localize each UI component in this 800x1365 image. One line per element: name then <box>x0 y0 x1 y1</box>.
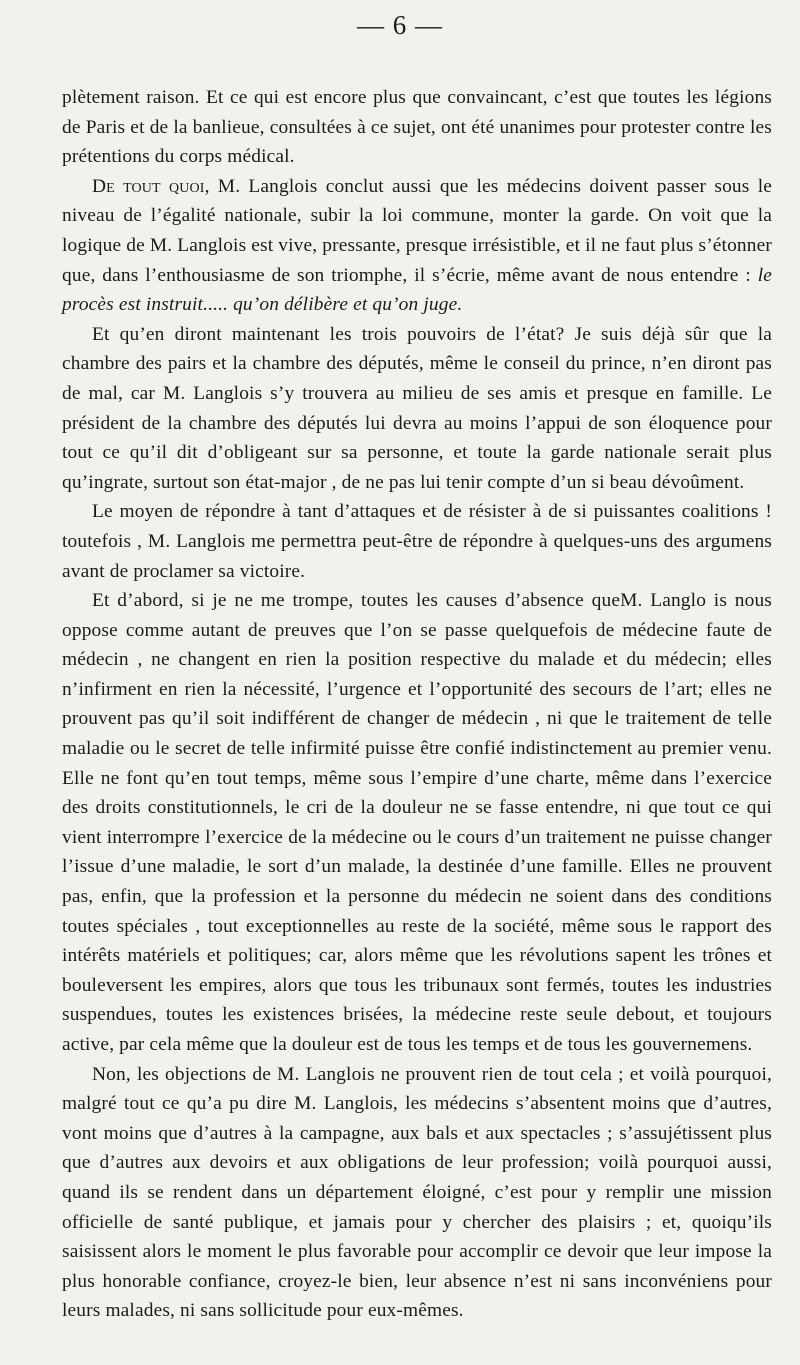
page-number: — 6 — <box>357 10 443 40</box>
paragraph-2 <box>62 172 772 320</box>
paragraph-1: plètement raison. Et ce qui est encore plus que convaincant, c’est que toutes les légions de Paris et de la banlieue, consultées à ce sujet, ont été unanimes pour protester contre les prétentions du corps médical. <box>62 87 772 168</box>
paragraph-6: Non, les objections de M. Langlois ne prouvent rien de tout cela ; et voilà pourquoi, malgré tout ce qu’a pu dire M. Langlois, les médecins s’absentent moins que d’autres, vont moins que d’autres à la campagne, aux bals et aux spectacles ; s’assujétissent plus que d’autres aux devoirs et aux obligations de leur profession; voilà pourquoi aussi, quand ils se rendent dans un département éloigné, c’est pour y remplir une mission officielle de santé publique, et jamais pour y chercher des plaisirs ; et, quoiqu’ils saisissent alors le moment le plus favorable pour accomplir ce devoir que leur impose la plus honorable confiance, croyez-le bien, leur absence n’est ni sans inconvéniens pour leurs malades, ni sans sollicitude pour eux-mêmes. <box>62 1063 772 1322</box>
paragraph-2-body: , M. Langlois conclut aussi que les médecins doivent passer sous le niveau de l’égalité nationale, subir la loi commune, monter la garde. On voit que la logique de M. Langlois est vive, pressante, presque irrésistible, et il ne faut plus s’étonner que, dans l’enthousiasme de son triomphe, il s’écrie, même avant de nous entendre : <box>62 175 772 286</box>
paragraph-2-lead: De tout quoi <box>92 175 205 197</box>
paragraph-5: Et d’abord, si je ne me trompe, toutes les causes d’absence queM. Langlo is nous oppose comme autant de preuves que l’on se passe quelquefois de médecine faute de médecin , ne changent en rien la position respective du malade et du médecin; elles n’infirment en rien la nécessité, l’urgence et l’opportunité des secours de l’art; elles ne prouvent pas qu’il soit indifférent de changer de médecin , ni que le traitement de telle maladie ou le secret de telle infirmité puisse être confié indistinctement au premier venu. Elle ne font qu’en tout temps, même sous l’empire d’une charte, même dans l’exercice des droits constitutionnels, le cri de la douleur ne se fasse entendre, ni que tout ce qui vient interrompre l’exercice de la médecine ou le cours d’un traitement ne puisse changer l’issue d’une maladie, le sort d’un malade, la destinée d’une famille. Elles ne prouvent pas, enfin, que la profession et la personne du médecin ne soient dans des conditions toutes spéciales , tout exceptionnelles au reste de la société, même sous le rapport des intérêts matériels et politiques; car, alors même que les révolutions sapent les trônes et bouleversent les empires, alors que tous les tribunaux sont fermés, toutes les industries suspendues, toutes les existences brisées, la médecine reste seule debout, et toujours active, par cela même que la douleur est de tous les temps et de tous les gouvernemens. <box>62 590 772 1055</box>
paragraph-2-quote: le procès est instruit..... qu’on délibère et qu’on juge. <box>62 264 772 316</box>
paragraph-3: Et qu’en diront maintenant les trois pouvoirs de l’état? Je suis déjà sûr que la chambre des pairs et la chambre des députés, même le conseil du prince, n’en diront pas de mal, car M. Langlois s’y trouvera au milieu de ses amis et presque en famille. Le président de la chambre des députés lui devra au moins l’appui de son éloquence pour tout ce qu’il dit d’obligeant sur sa personne, et toute la garde nationale serait plus qu’ingrate, surtout son état-major , de ne pas lui tenir compte d’un si beau dévoûment. <box>62 323 772 493</box>
body-text <box>62 83 772 1326</box>
paragraph-4: Le moyen de répondre à tant d’attaques et de résister à de si puissantes coalitions ! toutefois , M. Langlois me permettra peut-être de répondre à quelques-uns des argumens avant de proclamer sa victoire. <box>62 501 772 582</box>
